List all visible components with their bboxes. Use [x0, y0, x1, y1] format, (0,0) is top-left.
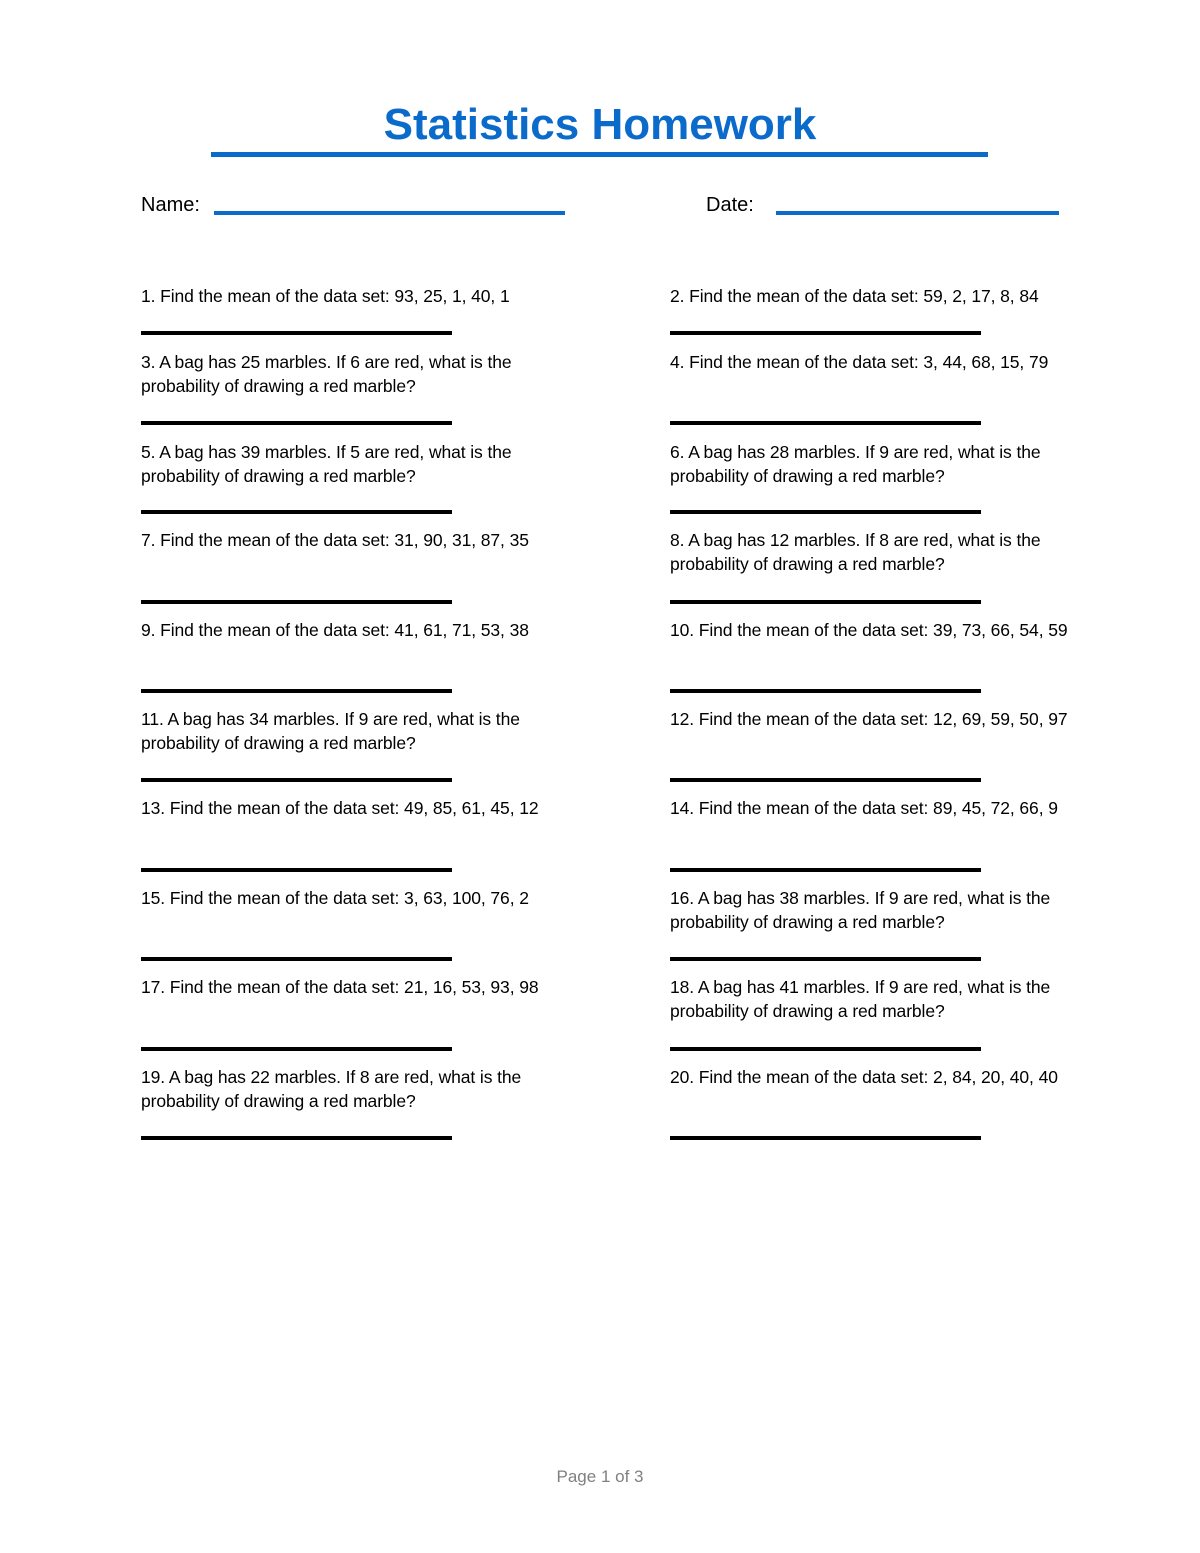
answer-line[interactable] [670, 510, 981, 514]
title-underline [211, 152, 988, 157]
answer-line[interactable] [670, 600, 981, 604]
question-text: 20. Find the mean of the data set: 2, 84, 20, 40, 40 [670, 1067, 1058, 1087]
question-text: 13. Find the mean of the data set: 49, 85, 61, 45, 12 [141, 798, 539, 818]
question-text: 18. A bag has 41 marbles. If 9 are red, what is the probability of drawing a red marble? [670, 977, 1051, 1021]
answer-line[interactable] [670, 331, 981, 335]
answer-line[interactable] [670, 421, 981, 425]
name-label: Name: [141, 194, 200, 216]
question-text: 6. A bag has 28 marbles. If 9 are red, what is the probability of drawing a red marble? [670, 442, 1041, 486]
name-field[interactable] [214, 211, 565, 215]
answer-line[interactable] [670, 778, 981, 782]
answer-line[interactable] [141, 331, 452, 335]
question-text: 12. Find the mean of the data set: 12, 69, 59, 50, 97 [670, 709, 1068, 729]
question-text: 16. A bag has 38 marbles. If 9 are red, what is the probability of drawing a red marble? [670, 888, 1051, 932]
answer-line[interactable] [141, 957, 452, 961]
answer-line[interactable] [141, 689, 452, 693]
page-number: Page 1 of 3 [556, 1467, 644, 1486]
date-field[interactable] [776, 211, 1059, 215]
answer-line[interactable] [141, 1047, 452, 1051]
page-title: Statistics Homework [383, 100, 817, 149]
question-text: 1. Find the mean of the data set: 93, 25, 1, 40, 1 [141, 286, 510, 306]
answer-line[interactable] [141, 510, 452, 514]
question-text: 7. Find the mean of the data set: 31, 90, 31, 87, 35 [141, 530, 529, 550]
answer-line[interactable] [141, 868, 452, 872]
question-text: 4. Find the mean of the data set: 3, 44, 68, 15, 79 [670, 352, 1049, 372]
answer-line[interactable] [670, 1047, 981, 1051]
answer-line[interactable] [141, 421, 452, 425]
question-text: 3. A bag has 25 marbles. If 6 are red, what is the probability of drawing a red marble? [141, 352, 512, 396]
question-text: 8. A bag has 12 marbles. If 8 are red, what is the probability of drawing a red marble? [670, 530, 1041, 574]
answer-line[interactable] [670, 689, 981, 693]
question-text: 19. A bag has 22 marbles. If 8 are red, what is the probability of drawing a red marble? [141, 1067, 522, 1111]
answer-line[interactable] [670, 1136, 981, 1140]
answer-line[interactable] [141, 600, 452, 604]
question-text: 9. Find the mean of the data set: 41, 61, 71, 53, 38 [141, 620, 529, 640]
question-text: 11. A bag has 34 marbles. If 9 are red, what is the probability of drawing a red marble? [141, 709, 520, 753]
question-text: 2. Find the mean of the data set: 59, 2, 17, 8, 84 [670, 286, 1039, 306]
question-text: 5. A bag has 39 marbles. If 5 are red, what is the probability of drawing a red marble? [141, 442, 512, 486]
date-label: Date: [706, 194, 754, 216]
answer-line[interactable] [141, 1136, 452, 1140]
answer-line[interactable] [670, 957, 981, 961]
answer-line[interactable] [141, 778, 452, 782]
question-text: 10. Find the mean of the data set: 39, 73, 66, 54, 59 [670, 620, 1068, 640]
question-text: 17. Find the mean of the data set: 21, 16, 53, 93, 98 [141, 977, 539, 997]
answer-line[interactable] [670, 868, 981, 872]
question-text: 15. Find the mean of the data set: 3, 63, 100, 76, 2 [141, 888, 529, 908]
question-text: 14. Find the mean of the data set: 89, 45, 72, 66, 9 [670, 798, 1058, 818]
